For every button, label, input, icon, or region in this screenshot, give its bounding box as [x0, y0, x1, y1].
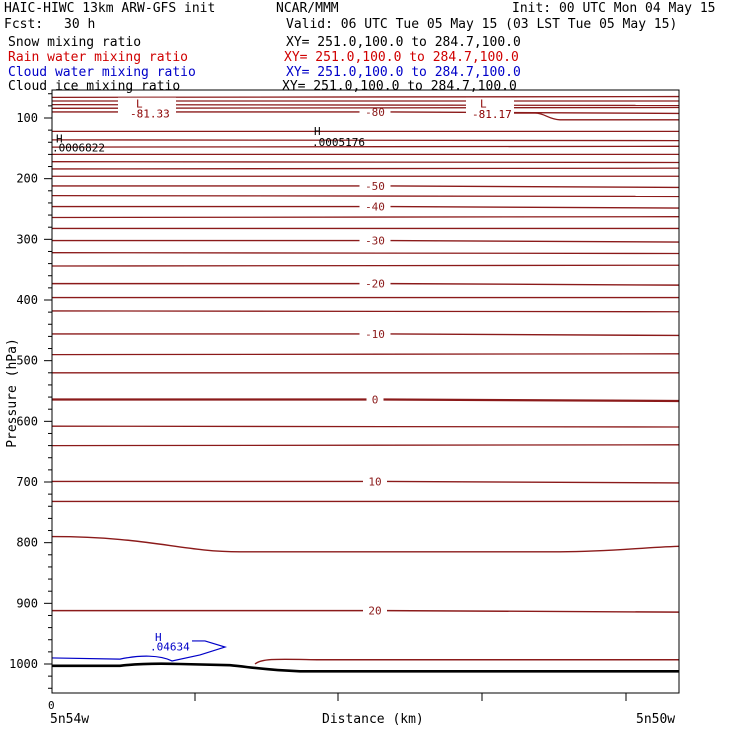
y-tick-label: 1000 [9, 657, 38, 671]
extremum-type: H [314, 124, 321, 138]
valid-time: Valid: 06 UTC Tue 05 May 15 (03 LST Tue 05 May 15) [286, 17, 678, 32]
extremum-value: .04634 [150, 640, 190, 654]
extremum-h [150, 631, 190, 654]
extremum-value: .0005176 [312, 135, 365, 149]
extremum-type: L [136, 97, 143, 111]
isotherm-label: -30 [365, 234, 385, 248]
isotherm-label: -40 [365, 200, 385, 214]
isotherm-label: 0 [371, 393, 379, 407]
extremum-value: .0006822 [52, 141, 105, 155]
y-tick-label: 900 [16, 596, 38, 611]
extremum-value: -81.17 [472, 108, 512, 121]
field-snow-xy: XY= 251.0,100.0 to 284.7,100.0 [286, 35, 521, 50]
field-cloudwater-name: Cloud water mixing ratio [8, 65, 196, 80]
isotherm-20 [52, 611, 679, 613]
field-cloudwater-xy: XY= 251.0,100.0 to 284.7,100.0 [286, 65, 521, 80]
isotherm-label: 20 [368, 604, 382, 618]
y-tick-label: 100 [16, 111, 38, 125]
y-tick-label: 200 [16, 171, 38, 186]
field-snow-name: Snow mixing ratio [8, 35, 142, 50]
cloud-water-contour [52, 641, 225, 661]
field-cloudice-name: Cloud ice mixing ratio [8, 79, 181, 94]
y-axis-label: Pressure (hPa) [5, 338, 20, 448]
isotherm-line [52, 146, 679, 147]
isotherm-label: 10 [368, 475, 382, 489]
axes [9, 90, 679, 701]
x-left-label: 5n54w [50, 712, 90, 727]
x-zero-label: 0 [48, 699, 55, 712]
fcst-label: Fcst: [4, 17, 44, 32]
fcst-value: 30 h [64, 17, 96, 32]
isotherm-label: -50 [365, 179, 385, 193]
isotherm-label: -20 [365, 277, 385, 291]
extremum-h [312, 125, 365, 149]
isotherm-line [52, 311, 679, 312]
isotherm-line [52, 140, 679, 141]
y-tick-label: 600 [16, 414, 38, 429]
y-tick-label: 400 [16, 293, 38, 307]
isotherm-line [52, 445, 679, 446]
field-rain-xy: XY= 251.0,100.0 to 284.7,100.0 [284, 50, 519, 65]
field-rain-name: Rain water mixing ratio [8, 50, 189, 65]
init-time: Init: 00 UTC Mon 04 May 15 [512, 1, 716, 16]
isotherm-label: -80 [365, 105, 385, 119]
isotherm-line [52, 537, 679, 552]
isotherm-line [52, 265, 679, 266]
y-tick-label: 800 [16, 535, 38, 550]
isotherm-line [52, 162, 679, 163]
extremum-h [52, 132, 105, 154]
field-cloudice-xy: XY= 251.0,100.0 to 284.7,100.0 [282, 79, 517, 94]
title-mid: NCAR/MMM [276, 1, 339, 16]
title-left: HAIC-HIWC 13km ARW-GFS init [4, 1, 216, 16]
extremum-l [466, 98, 514, 126]
y-tick-label: 300 [16, 232, 38, 247]
isotherm-line [52, 354, 679, 355]
isotherm-line [52, 253, 679, 254]
extremum-value: -81.33 [130, 107, 170, 121]
isotherm-line [52, 97, 679, 98]
x-right-label: 5n50w [636, 712, 676, 727]
isotherm-0 [52, 399, 679, 401]
isotherm-label: -10 [365, 327, 385, 341]
extremum-type: H [155, 630, 162, 644]
chart-labels [52, 98, 514, 654]
isotherm-line [52, 168, 679, 169]
isotherm-line [52, 217, 679, 218]
y-tick-label: 500 [16, 353, 38, 368]
x-axis-label: Distance (km) [322, 712, 424, 727]
y-tick-label: 700 [16, 475, 38, 489]
isotherm-line [52, 196, 679, 197]
isotherm-10 [52, 481, 679, 483]
extremum-type: L [480, 97, 487, 111]
extremum-type: H [56, 132, 63, 146]
ground-line [52, 664, 679, 672]
extremum-l [118, 98, 176, 126]
isotherm-line [255, 659, 679, 664]
isotherm-line [52, 426, 679, 427]
